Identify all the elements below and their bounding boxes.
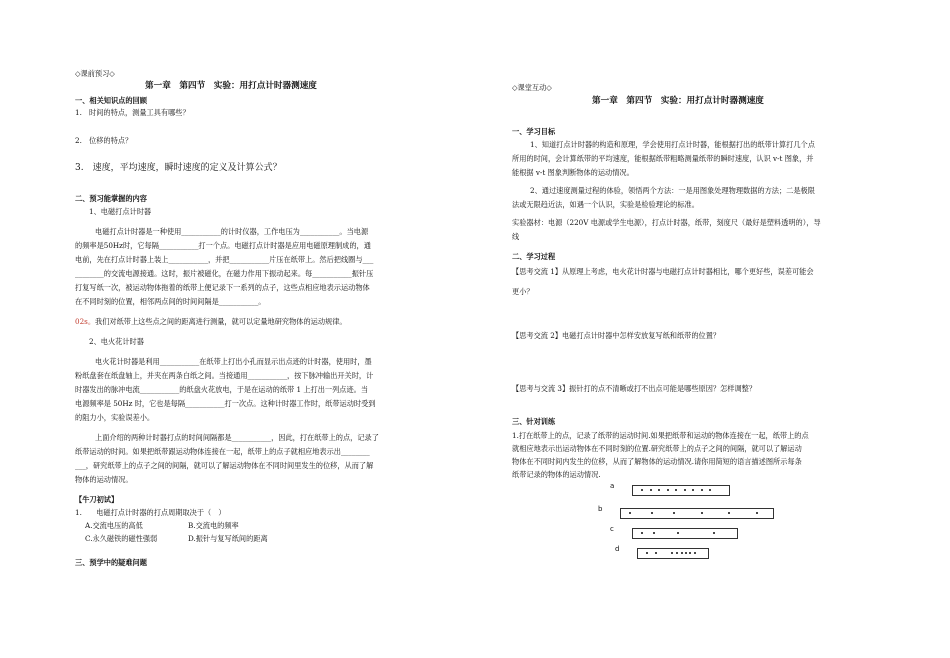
para2-line: 粉纸盘套在纸盘轴上，并夹在两条白纸之间。当接通用___________，按下脉冲输出开关时，计	[75, 371, 374, 380]
preview-tag: ◇课前预习◇	[75, 69, 115, 78]
section-review-heading: 一、相关知识点的回顾	[75, 96, 147, 105]
goal2-line: 法或无限趋近法，如遇一个认识，实验是检验理论的标准。	[512, 200, 699, 209]
para2-line: 的阻力小，实验误差小。	[75, 413, 155, 422]
para2-line: 电源频率是 50Hz 时，它也是每隔___________打一次点。这种计时器工作时，纸带运动时受到	[75, 399, 376, 408]
goal1-line: 所用的时间，会计算纸带的平均速度，能根据纸带粗略测量纸带的瞬时速度，认识 v-t 图象，并	[512, 154, 814, 163]
para1-line: 在不同时刻的位置，相邻两点间的时间间隔是___________。	[75, 297, 266, 306]
tape-dot	[653, 532, 655, 534]
para1-line: ________的交流电源接通。这时，振片被磁化，在磁力作用下振动起来。每___________振针压	[75, 269, 374, 278]
para3-line: 物体的运动情况。	[75, 475, 133, 484]
training-line: 纸带记录的物体的运动情况.	[512, 470, 601, 479]
tape-dot	[713, 532, 715, 534]
tape-dot	[650, 489, 652, 491]
think-1-line: 更小？	[512, 287, 534, 296]
goal1-line: 能根据 v-t 图象判断物体的运动情况。	[512, 168, 634, 177]
para2-line: 电火花计时器是利用___________在纸带上打出小孔而显示出点迹的计时器，使用时，墨	[95, 357, 372, 366]
tape-dot	[641, 489, 643, 491]
tape-dot	[676, 552, 678, 554]
para1-line: 电磁打点计时器是一种使用___________的计时仪器，工作电压为___________。当电源	[95, 227, 369, 236]
para3-line: 纸带运动的时间。如果把纸带跟运动物体连接在一起，纸带上的点子就相应地表示出________	[75, 447, 370, 456]
tape-dot	[701, 489, 703, 491]
tape-dot	[701, 512, 703, 514]
tape-dot	[658, 489, 660, 491]
tape-dot	[646, 552, 648, 554]
tape-dot	[684, 489, 686, 491]
paper-tape	[620, 508, 774, 519]
para1-line: 打复写纸一次，被运动物体拖着的纸带上便记录下一系列的点子，这些点相应地表示运动物体	[75, 283, 370, 292]
equipment-line: 实验器材：电源（220V 电源或学生电源），打点计时器，纸带，刻度尺（最好是塑料透明的），导	[512, 218, 821, 227]
tape-dot	[694, 552, 696, 554]
tape-dot	[667, 489, 669, 491]
left-page-title: 第一章 第四节 实验：用打点计时器测速度	[145, 81, 317, 91]
subsection-spark-timer: 2、电火花计时器	[89, 337, 144, 346]
section-process-heading: 二、学习过程	[512, 252, 556, 261]
think-3: 【思考与交流 3】振针打的点不清晰或打不出点可能是哪些原因？怎样调整？	[512, 384, 757, 393]
note-text: 我们对纸带上这些点之间的距离进行测量，就可以定量地研究物体的运动规律。	[95, 317, 347, 326]
tape-dot	[681, 552, 683, 554]
question-3: 3. 速度，平均速度，瞬时速度的定义及计算公式？	[75, 163, 282, 173]
para1-line: 电前，先在打点计时器上装上___________，并把___________片压在纸带上。然后把线圈与___	[75, 255, 374, 264]
question-2: 2. 位移的特点？	[75, 136, 133, 145]
tape-dot	[756, 512, 758, 514]
goal1-line: 1、知道打点计时器的构造和原理，学会使用打点计时器，能根据打出的纸带计算打几个点	[530, 140, 815, 149]
tape-dot	[685, 552, 687, 554]
tape-dot	[677, 532, 679, 534]
para2-line: 时器发出的脉冲电流___________的纸盘火花放电，于是在运动的纸带 1 上打出一列点迹。当	[75, 385, 369, 394]
section-preview-heading: 二、预习能掌握的内容	[75, 194, 147, 203]
note-prefix: 02s。	[75, 317, 96, 326]
tape-label: d	[615, 545, 620, 553]
tape-dot	[651, 512, 653, 514]
tape-dot	[673, 512, 675, 514]
tape-label: a	[610, 482, 615, 490]
tape-dot	[709, 489, 711, 491]
option-c: C.永久磁铁的磁性强弱	[85, 534, 158, 543]
section-difficulties-heading: 三、预学中的疑难问题	[75, 558, 147, 567]
class-interaction-tag: ◇课堂互动◇	[512, 83, 552, 92]
think-2: 【思考交流 2】电磁打点计时器中怎样安放复写纸和纸带的位置？	[512, 331, 721, 340]
goal2-line: 2、通过速度测量过程的体验，领悟两个方法：一是用图象处理物理数据的方法；二是极限	[530, 186, 815, 195]
para3-line: 上面介绍的两种计时器打点的时间间隔都是___________，因此，打在纸带上的点，记录了	[95, 433, 379, 442]
tape-dot	[641, 532, 643, 534]
training-line: 就相应地表示出运动物体在不同时刻的位置.研究纸带上的点子之间的间隔，就可以了解运动	[512, 444, 802, 453]
trial-heading: 【牛刀初试】	[75, 495, 119, 504]
think-1-line: 【思考交流 1】从原理上考虑，电火花计时器与电磁打点计时器相比，哪个更好些，误差可能会	[512, 267, 814, 276]
tape-label: b	[598, 505, 603, 513]
tape-dot	[689, 552, 691, 554]
tape-dot	[671, 552, 673, 554]
measure-note	[75, 316, 347, 328]
tape-label: c	[610, 525, 614, 533]
tape-dot	[692, 489, 694, 491]
question-1: 1. 时间的特点，测量工具有哪些？	[75, 108, 190, 117]
option-a: A.交流电压的高低	[85, 521, 143, 530]
tape-dot	[629, 512, 631, 514]
right-page-title: 第一章 第四节 实验：用打点计时器测速度	[592, 96, 764, 106]
training-line: 1.打在纸带上的点，记录了纸带的运动时间.如果把纸带和运动的物体连接在一起，纸带上的点	[512, 431, 809, 440]
training-line: 物体在不同时间内发生的位移，从而了解物体的运动情况.请你用简短的语言描述图所示每条	[512, 457, 802, 466]
para3-line: ___，研究纸带上的点子之间的间隔，就可以了解运动物体在不同时间里发生的位移，从而了解	[75, 461, 374, 470]
paper-tape	[632, 528, 738, 539]
paper-tape	[632, 485, 730, 496]
tape-dot	[728, 512, 730, 514]
tape-dot	[655, 552, 657, 554]
option-b: B.交流电的频率	[188, 521, 239, 530]
section-training-heading: 三、针对训练	[512, 417, 556, 426]
paper-tape	[637, 548, 709, 559]
trial-question: 1. 电磁打点计时器的打点周期取决于（ ）	[75, 508, 226, 517]
section-goals-heading: 一、学习目标	[512, 127, 556, 136]
para1-line: 的频率是50Hz时，它每隔___________打一个点。电磁打点计时器是应用电磁原理制成的，通	[75, 241, 371, 250]
equipment-line: 线	[512, 232, 520, 241]
option-d: D.振针与复写纸间的距离	[188, 534, 268, 543]
subsection-em-timer: 1、电磁打点计时器	[89, 207, 152, 216]
tape-dot	[675, 489, 677, 491]
